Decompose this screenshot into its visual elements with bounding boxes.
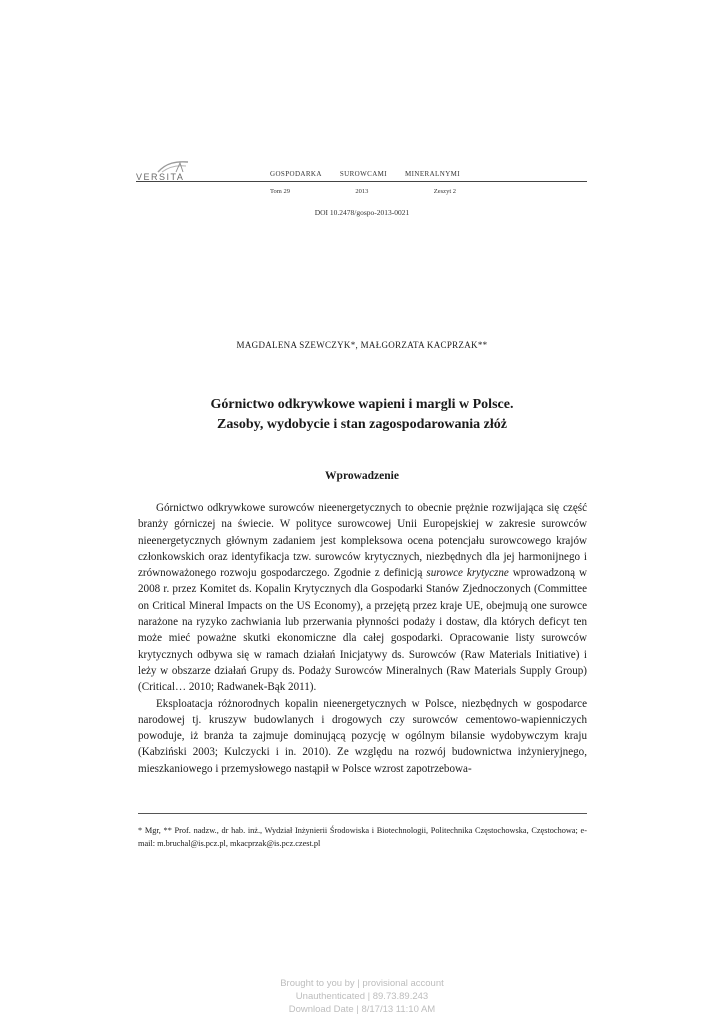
journal-word-1: GOSPODARKA: [270, 170, 322, 178]
watermark-line-3: Download Date | 8/17/13 11:10 AM: [288, 1004, 436, 1015]
article-title: [0, 395, 724, 435]
paragraph-1-italic-term: surowce krytyczne: [426, 567, 509, 580]
authors: MAGDALENA SZEWCZYK*, MAŁGORZATA KACPRZAK**: [236, 340, 488, 350]
paragraph-1-part-1: Górnictwo odkrywkowe surowców nieenergetycznych to obecnie prężnie rozwijająca się część branży górniczej na świecie. W polityce surowcowej Unii Europejskiej w zakresie surowców nieenergetycznych głównym zadaniem jest kompleksowa ocena potencjału surowcowego krajów członkowskich oraz identyfikacja tzw. surowców krytycznych, niezbędnych dla jej harmonijnego i zrównoważonego rozwoju gospodarczego. Zgodnie z definicją: [138, 502, 587, 580]
volume-info: [270, 188, 456, 195]
footnote-rule: [138, 813, 587, 814]
journal-name: [270, 170, 460, 178]
download-watermark: [0, 977, 724, 1016]
body-text: [138, 500, 587, 777]
issue: Zeszyt 2: [433, 188, 456, 195]
header-rule: [136, 181, 587, 182]
paragraph-1-part-2: wprowadzoną w 2008 r. przez Komitet ds. Kopalin Krytycznych dla Gospodarki Stanów Zjednoczonych (Committee on Critical Mineral Impacts on the US Economy), a przejętą przez kraje UE, obejmują one surowce narażone na ryzyko zachwiania lub przerwania płynności podaży i dostaw, dla których deficyt ten może mieć poważne skutki ekonomiczne dla całej gospodarki. Opracowanie listy surowców krytycznych odbywa się w ramach działań Inicjatywy ds. Surowców (Raw Materials Initiative) i leży w obszarze działań Grupy ds. Podaży Surowców Mineralnych (Raw Materials Supply Group) (Critical… 2010; Radwanek-Bąk 2011).: [138, 567, 587, 694]
volume: Tom 29: [270, 188, 290, 195]
section-heading: Wprowadzenie: [325, 470, 399, 482]
title-line-1: Górnictwo odkrywkowe wapieni i margli w Polsce.: [210, 397, 514, 412]
title-line-2: Zasoby, wydobycie i stan zagospodarowania złóż: [217, 417, 507, 432]
watermark-line-1: Brought to you by | provisional account: [280, 978, 444, 989]
paragraph-2: Eksploatacja różnorodnych kopalin nieenergetycznych w Polsce, niezbędnych w gospodarce narodowej tj. kruszyw budowlanych i drogowych czy surowców cementowo-wapienniczych powoduje, iż branża ta zajmuje dominującą pozycję w ogólnym bilansie wydobywczym kraju (Kabziński 2003; Kulczycki i in. 2010). Ze względu na rozwój budownictwa inżynieryjnego, mieszkaniowego i przemysłowego nastąpił w Polsce wzrost zapotrzebowa-: [138, 697, 587, 775]
journal-word-3: MINERALNYMI: [405, 170, 460, 178]
doi: DOI 10.2478/gospo-2013-0021: [314, 208, 410, 217]
journal-word-2: SUROWCAMI: [339, 170, 388, 178]
paragraph-1: [138, 500, 587, 696]
footnote: * Mgr, ** Prof. nadzw., dr hab. inż., Wydział Inżynierii Środowiska i Biotechnologii, Politechnika Częstochowska, Częstochowa; e-mail: m.bruchal@is.pcz.pl, mkacprzak@is.pcz.czest.pl: [138, 826, 587, 848]
year: 2013: [355, 188, 369, 195]
watermark-line-2: Unauthenticated | 89.73.89.243: [295, 991, 429, 1002]
publisher-logo-text: VERSITA: [136, 172, 185, 182]
